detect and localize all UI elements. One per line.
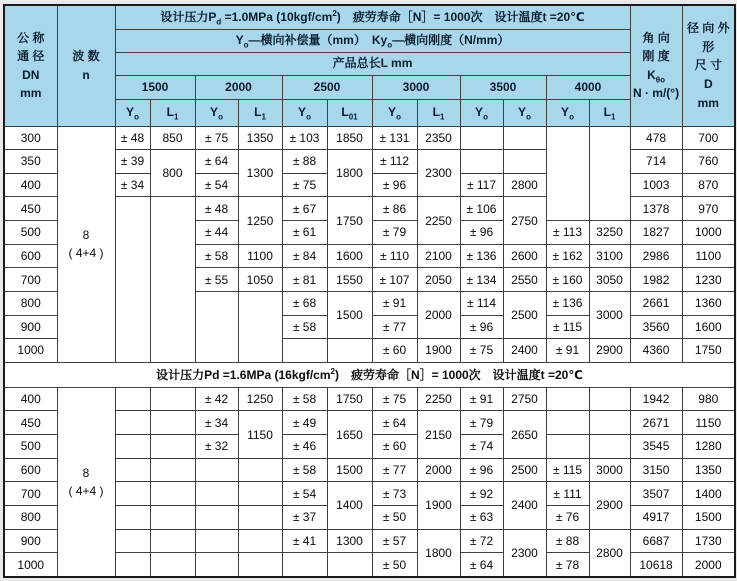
data-cell — [150, 197, 195, 362]
data-cell: 1400 — [327, 482, 372, 529]
header-cell: $Y_o$ — [460, 99, 503, 126]
data-cell: 2000 — [417, 458, 460, 482]
data-cell: ± 75 — [460, 339, 503, 363]
header-cell: 角 向 刚 度 $K_{\theta o}$ N · m/(°) — [630, 5, 682, 126]
data-cell: ± 49 — [282, 411, 327, 435]
data-cell — [589, 435, 630, 459]
data-cell: 1000 — [4, 553, 57, 577]
data-cell: ± 58 — [195, 244, 238, 268]
data-cell: ± 75 — [195, 126, 238, 150]
data-cell: ± 41 — [282, 529, 327, 553]
header-cell: $Y_o—$横向补偿量（mm） $Ky_o—$横向刚度（N/mm） — [115, 29, 630, 52]
data-cell — [238, 505, 282, 529]
data-cell: 2400 — [503, 339, 546, 363]
data-cell: 2400 — [503, 482, 546, 529]
data-cell: 3100 — [589, 244, 630, 268]
data-cell — [282, 339, 327, 363]
header-cell: 1500 — [115, 75, 195, 99]
header-cell: $L_1$ — [238, 99, 282, 126]
data-cell: 350 — [4, 150, 57, 174]
data-cell: 1942 — [630, 387, 682, 411]
data-cell: 2500 — [503, 291, 546, 338]
data-cell: 1000 — [682, 221, 735, 245]
table-row — [4, 387, 735, 411]
data-cell: 870 — [682, 173, 735, 197]
data-cell: 1500 — [327, 458, 372, 482]
data-cell: ± 96 — [460, 458, 503, 482]
data-cell: ± 39 — [115, 150, 150, 174]
data-cell: 1600 — [327, 244, 372, 268]
data-cell: ± 131 — [372, 126, 417, 150]
data-cell: 2550 — [503, 268, 546, 292]
data-cell: ± 91 — [460, 387, 503, 411]
data-cell — [115, 482, 150, 506]
data-cell: ± 136 — [460, 244, 503, 268]
data-cell: 1300 — [327, 529, 372, 553]
data-cell: 2750 — [503, 387, 546, 411]
data-cell: ± 61 — [282, 221, 327, 245]
data-cell — [589, 126, 630, 221]
data-cell: ± 96 — [460, 221, 503, 245]
data-cell: 400 — [4, 173, 57, 197]
header-cell: $Y_o$ — [503, 99, 546, 126]
data-cell: ± 34 — [195, 411, 238, 435]
header-cell: $Y_o$ — [282, 99, 327, 126]
data-cell: 1000 — [4, 339, 57, 363]
data-cell: 1250 — [238, 197, 282, 244]
data-cell: 2900 — [589, 339, 630, 363]
data-cell: ± 58 — [282, 387, 327, 411]
data-cell: ± 88 — [282, 150, 327, 174]
data-cell: 1900 — [417, 482, 460, 529]
data-cell: ± 50 — [372, 553, 417, 577]
data-cell: ± 134 — [460, 268, 503, 292]
data-cell: 3545 — [630, 435, 682, 459]
data-cell: 2150 — [417, 411, 460, 458]
data-cell: 1730 — [682, 529, 735, 553]
data-cell — [115, 411, 150, 435]
data-cell: ± 96 — [372, 173, 417, 197]
data-cell: 1800 — [327, 150, 372, 197]
data-cell: ± 76 — [546, 505, 589, 529]
data-cell: 900 — [4, 315, 57, 339]
data-cell: 2750 — [503, 197, 546, 244]
data-cell: ± 79 — [372, 221, 417, 245]
data-cell — [150, 482, 195, 506]
data-cell: ± 92 — [460, 482, 503, 506]
data-cell: ± 84 — [282, 244, 327, 268]
data-cell: 400 — [4, 387, 57, 411]
data-cell — [150, 458, 195, 482]
data-cell: 2600 — [503, 244, 546, 268]
data-cell: ± 106 — [460, 197, 503, 221]
header-cell: 设计压力$P_d =1.0MPa$ $(10kgf/cm^2)$ 疲劳寿命［N］= 1000次 设计温度t =20℃ — [115, 5, 630, 29]
data-cell: 700 — [4, 482, 57, 506]
data-cell: ± 64 — [460, 553, 503, 577]
data-cell: ± 114 — [460, 291, 503, 315]
data-cell: 2100 — [417, 244, 460, 268]
data-cell: ± 88 — [546, 529, 589, 553]
data-cell: 760 — [682, 150, 735, 174]
header-cell: $L_1$ — [589, 99, 630, 126]
header-cell: 2500 — [282, 75, 372, 99]
data-cell — [150, 387, 195, 411]
data-cell: 1650 — [327, 411, 372, 458]
data-cell: 980 — [682, 387, 735, 411]
table-row — [4, 5, 735, 29]
data-cell — [195, 482, 238, 506]
header-cell: $Y_o$ — [115, 99, 150, 126]
data-cell: ± 48 — [195, 197, 238, 221]
data-cell — [238, 553, 282, 577]
header-cell: $L_1$ — [417, 99, 460, 126]
data-cell: 2300 — [417, 150, 460, 197]
data-cell — [546, 126, 589, 221]
data-cell: 1500 — [682, 505, 735, 529]
data-cell: 2671 — [630, 411, 682, 435]
data-cell — [238, 529, 282, 553]
data-cell: 600 — [4, 244, 57, 268]
data-cell: 1550 — [327, 268, 372, 292]
data-cell: 1350 — [682, 458, 735, 482]
data-cell: 2000 — [417, 291, 460, 338]
header-cell: 径 向 外 形 尺 寸 D mm — [682, 5, 735, 126]
data-cell: ± 32 — [195, 435, 238, 459]
data-cell: 800 — [4, 291, 57, 315]
data-cell: 800 — [150, 150, 195, 197]
data-cell: ± 115 — [546, 315, 589, 339]
table-row — [4, 126, 735, 150]
data-cell: 1280 — [682, 435, 735, 459]
data-cell — [503, 150, 546, 174]
data-cell — [150, 435, 195, 459]
data-cell: ± 162 — [546, 244, 589, 268]
data-cell: ± 78 — [546, 553, 589, 577]
data-cell — [589, 387, 630, 411]
data-cell: ± 75 — [372, 387, 417, 411]
data-cell: 1750 — [327, 387, 372, 411]
data-cell: 2050 — [417, 268, 460, 292]
data-cell: 600 — [4, 458, 57, 482]
spec-table — [3, 4, 736, 578]
data-cell: ± 115 — [546, 458, 589, 482]
data-cell: ± 54 — [195, 173, 238, 197]
data-cell: 2800 — [503, 173, 546, 197]
data-cell: 10618 — [630, 553, 682, 577]
data-cell — [115, 458, 150, 482]
data-cell: 450 — [4, 411, 57, 435]
header-cell: 4000 — [546, 75, 630, 99]
data-cell — [238, 291, 282, 362]
data-cell — [327, 553, 372, 577]
data-cell: 1400 — [682, 482, 735, 506]
data-cell — [150, 505, 195, 529]
data-cell: 1850 — [327, 126, 372, 150]
data-cell — [238, 482, 282, 506]
data-cell — [115, 529, 150, 553]
header-cell: $Y_o$ — [195, 99, 238, 126]
data-cell: ± 42 — [195, 387, 238, 411]
data-cell: ± 77 — [372, 458, 417, 482]
data-cell: ± 44 — [195, 221, 238, 245]
data-cell: ± 75 — [282, 173, 327, 197]
data-cell: 2250 — [417, 197, 460, 244]
data-cell — [238, 458, 282, 482]
data-cell — [460, 126, 503, 150]
data-cell: 3050 — [589, 268, 630, 292]
data-cell: 8 ( 4+4 ) — [57, 387, 115, 577]
data-cell: ± 63 — [460, 505, 503, 529]
data-cell: 2300 — [503, 529, 546, 577]
data-cell: 800 — [4, 505, 57, 529]
data-cell: ± 111 — [546, 482, 589, 506]
header-cell: 3500 — [460, 75, 546, 99]
header-cell: 产品总长L mm — [115, 52, 630, 75]
data-cell: ± 91 — [546, 339, 589, 363]
data-cell: ± 60 — [372, 435, 417, 459]
data-cell: 700 — [682, 126, 735, 150]
data-cell: ± 73 — [372, 482, 417, 506]
data-cell: ± 55 — [195, 268, 238, 292]
data-cell: 2500 — [503, 458, 546, 482]
data-cell: ± 64 — [195, 150, 238, 174]
data-cell: 1800 — [417, 529, 460, 577]
data-cell: 6687 — [630, 529, 682, 553]
data-cell: ± 50 — [372, 505, 417, 529]
data-cell: 500 — [4, 435, 57, 459]
data-cell: ± 113 — [546, 221, 589, 245]
data-cell: ± 79 — [460, 411, 503, 435]
data-cell: 3250 — [589, 221, 630, 245]
data-cell: 1900 — [417, 339, 460, 363]
data-cell: 1300 — [238, 150, 282, 197]
header-cell: 2000 — [195, 75, 282, 99]
data-cell: 1827 — [630, 221, 682, 245]
data-cell: 850 — [150, 126, 195, 150]
data-cell: ± 77 — [372, 315, 417, 339]
spec-table-body — [4, 5, 735, 577]
data-cell: 1600 — [682, 315, 735, 339]
data-cell — [115, 197, 150, 362]
data-cell: 4917 — [630, 505, 682, 529]
data-cell: 8 ( 4+4 ) — [57, 126, 115, 362]
data-cell: 4360 — [630, 339, 682, 363]
data-cell: 1150 — [682, 411, 735, 435]
data-cell — [115, 553, 150, 577]
data-cell: 478 — [630, 126, 682, 150]
data-cell: 1750 — [682, 339, 735, 363]
data-cell: 3150 — [630, 458, 682, 482]
data-cell: ± 67 — [282, 197, 327, 221]
data-cell: 3507 — [630, 482, 682, 506]
data-cell — [503, 126, 546, 150]
header-cell: $L_1$ — [150, 99, 195, 126]
data-cell: ± 91 — [372, 291, 417, 315]
data-cell: 450 — [4, 197, 57, 221]
data-cell: ± 117 — [460, 173, 503, 197]
data-cell: 1100 — [238, 244, 282, 268]
data-cell: 1378 — [630, 197, 682, 221]
data-cell: 1750 — [327, 197, 372, 244]
data-cell — [115, 435, 150, 459]
data-cell — [327, 339, 372, 363]
data-cell: ± 136 — [546, 291, 589, 315]
data-cell: 2900 — [589, 482, 630, 529]
data-cell: 2661 — [630, 291, 682, 315]
data-cell — [115, 505, 150, 529]
data-cell: 900 — [4, 529, 57, 553]
data-cell: ± 54 — [282, 482, 327, 506]
data-cell: ± 57 — [372, 529, 417, 553]
data-cell — [546, 435, 589, 459]
header-cell: $Y_o$ — [372, 99, 417, 126]
data-cell — [282, 553, 327, 577]
data-cell: 1250 — [238, 387, 282, 411]
data-cell — [546, 387, 589, 411]
data-cell: 500 — [4, 221, 57, 245]
data-cell — [195, 553, 238, 577]
header-cell: $Y_o$ — [546, 99, 589, 126]
data-cell: ± 37 — [282, 505, 327, 529]
data-cell — [195, 529, 238, 553]
data-cell: ± 112 — [372, 150, 417, 174]
data-cell: ± 74 — [460, 435, 503, 459]
data-cell: ± 34 — [115, 173, 150, 197]
data-cell — [195, 458, 238, 482]
data-cell: ± 46 — [282, 435, 327, 459]
data-cell: ± 72 — [460, 529, 503, 553]
data-cell: ± 107 — [372, 268, 417, 292]
data-cell: 1350 — [238, 126, 282, 150]
data-cell: ± 81 — [282, 268, 327, 292]
data-cell: 2250 — [417, 387, 460, 411]
data-cell: 1360 — [682, 291, 735, 315]
header-cell: $L_{01}$ — [327, 99, 372, 126]
header-cell: 波 数 n — [57, 5, 115, 126]
data-cell: 2000 — [682, 553, 735, 577]
data-cell — [150, 411, 195, 435]
data-cell: ± 60 — [372, 339, 417, 363]
data-cell: ± 103 — [282, 126, 327, 150]
data-cell: ± 58 — [282, 458, 327, 482]
data-cell: 1150 — [238, 411, 282, 458]
data-cell: 1982 — [630, 268, 682, 292]
data-cell: 1500 — [327, 291, 372, 338]
data-cell: ± 68 — [282, 291, 327, 315]
data-cell — [460, 150, 503, 174]
data-cell: 1230 — [682, 268, 735, 292]
section-title-cell: 设计压力Pd =1.6MPa $(16kgf/cm^2)$ 疲劳寿命［N］= 1000次 设计温度t =20℃ — [4, 362, 735, 387]
data-cell: ± 96 — [460, 315, 503, 339]
data-cell — [195, 505, 238, 529]
data-cell: ± 110 — [372, 244, 417, 268]
data-cell — [150, 553, 195, 577]
data-cell — [589, 411, 630, 435]
data-cell: 3000 — [589, 291, 630, 338]
data-cell — [195, 291, 238, 362]
data-cell: ± 48 — [115, 126, 150, 150]
data-cell: 1050 — [238, 268, 282, 292]
data-cell: ± 160 — [546, 268, 589, 292]
data-cell: 3000 — [589, 458, 630, 482]
data-cell: 2800 — [589, 529, 630, 577]
data-cell — [115, 387, 150, 411]
data-cell: 714 — [630, 150, 682, 174]
data-cell: 970 — [682, 197, 735, 221]
data-cell: 700 — [4, 268, 57, 292]
data-cell: ± 86 — [372, 197, 417, 221]
data-cell: 1100 — [682, 244, 735, 268]
data-cell: 2986 — [630, 244, 682, 268]
header-cell: 公 称 通 径 DN mm — [4, 5, 57, 126]
data-cell: 2350 — [417, 126, 460, 150]
header-cell: 3000 — [372, 75, 460, 99]
data-cell — [150, 529, 195, 553]
data-cell: 2650 — [503, 411, 546, 458]
data-cell: 1003 — [630, 173, 682, 197]
data-cell: 3560 — [630, 315, 682, 339]
data-cell: 300 — [4, 126, 57, 150]
data-cell: ± 64 — [372, 411, 417, 435]
table-row — [4, 362, 735, 387]
data-cell — [546, 411, 589, 435]
data-cell: ± 58 — [282, 315, 327, 339]
